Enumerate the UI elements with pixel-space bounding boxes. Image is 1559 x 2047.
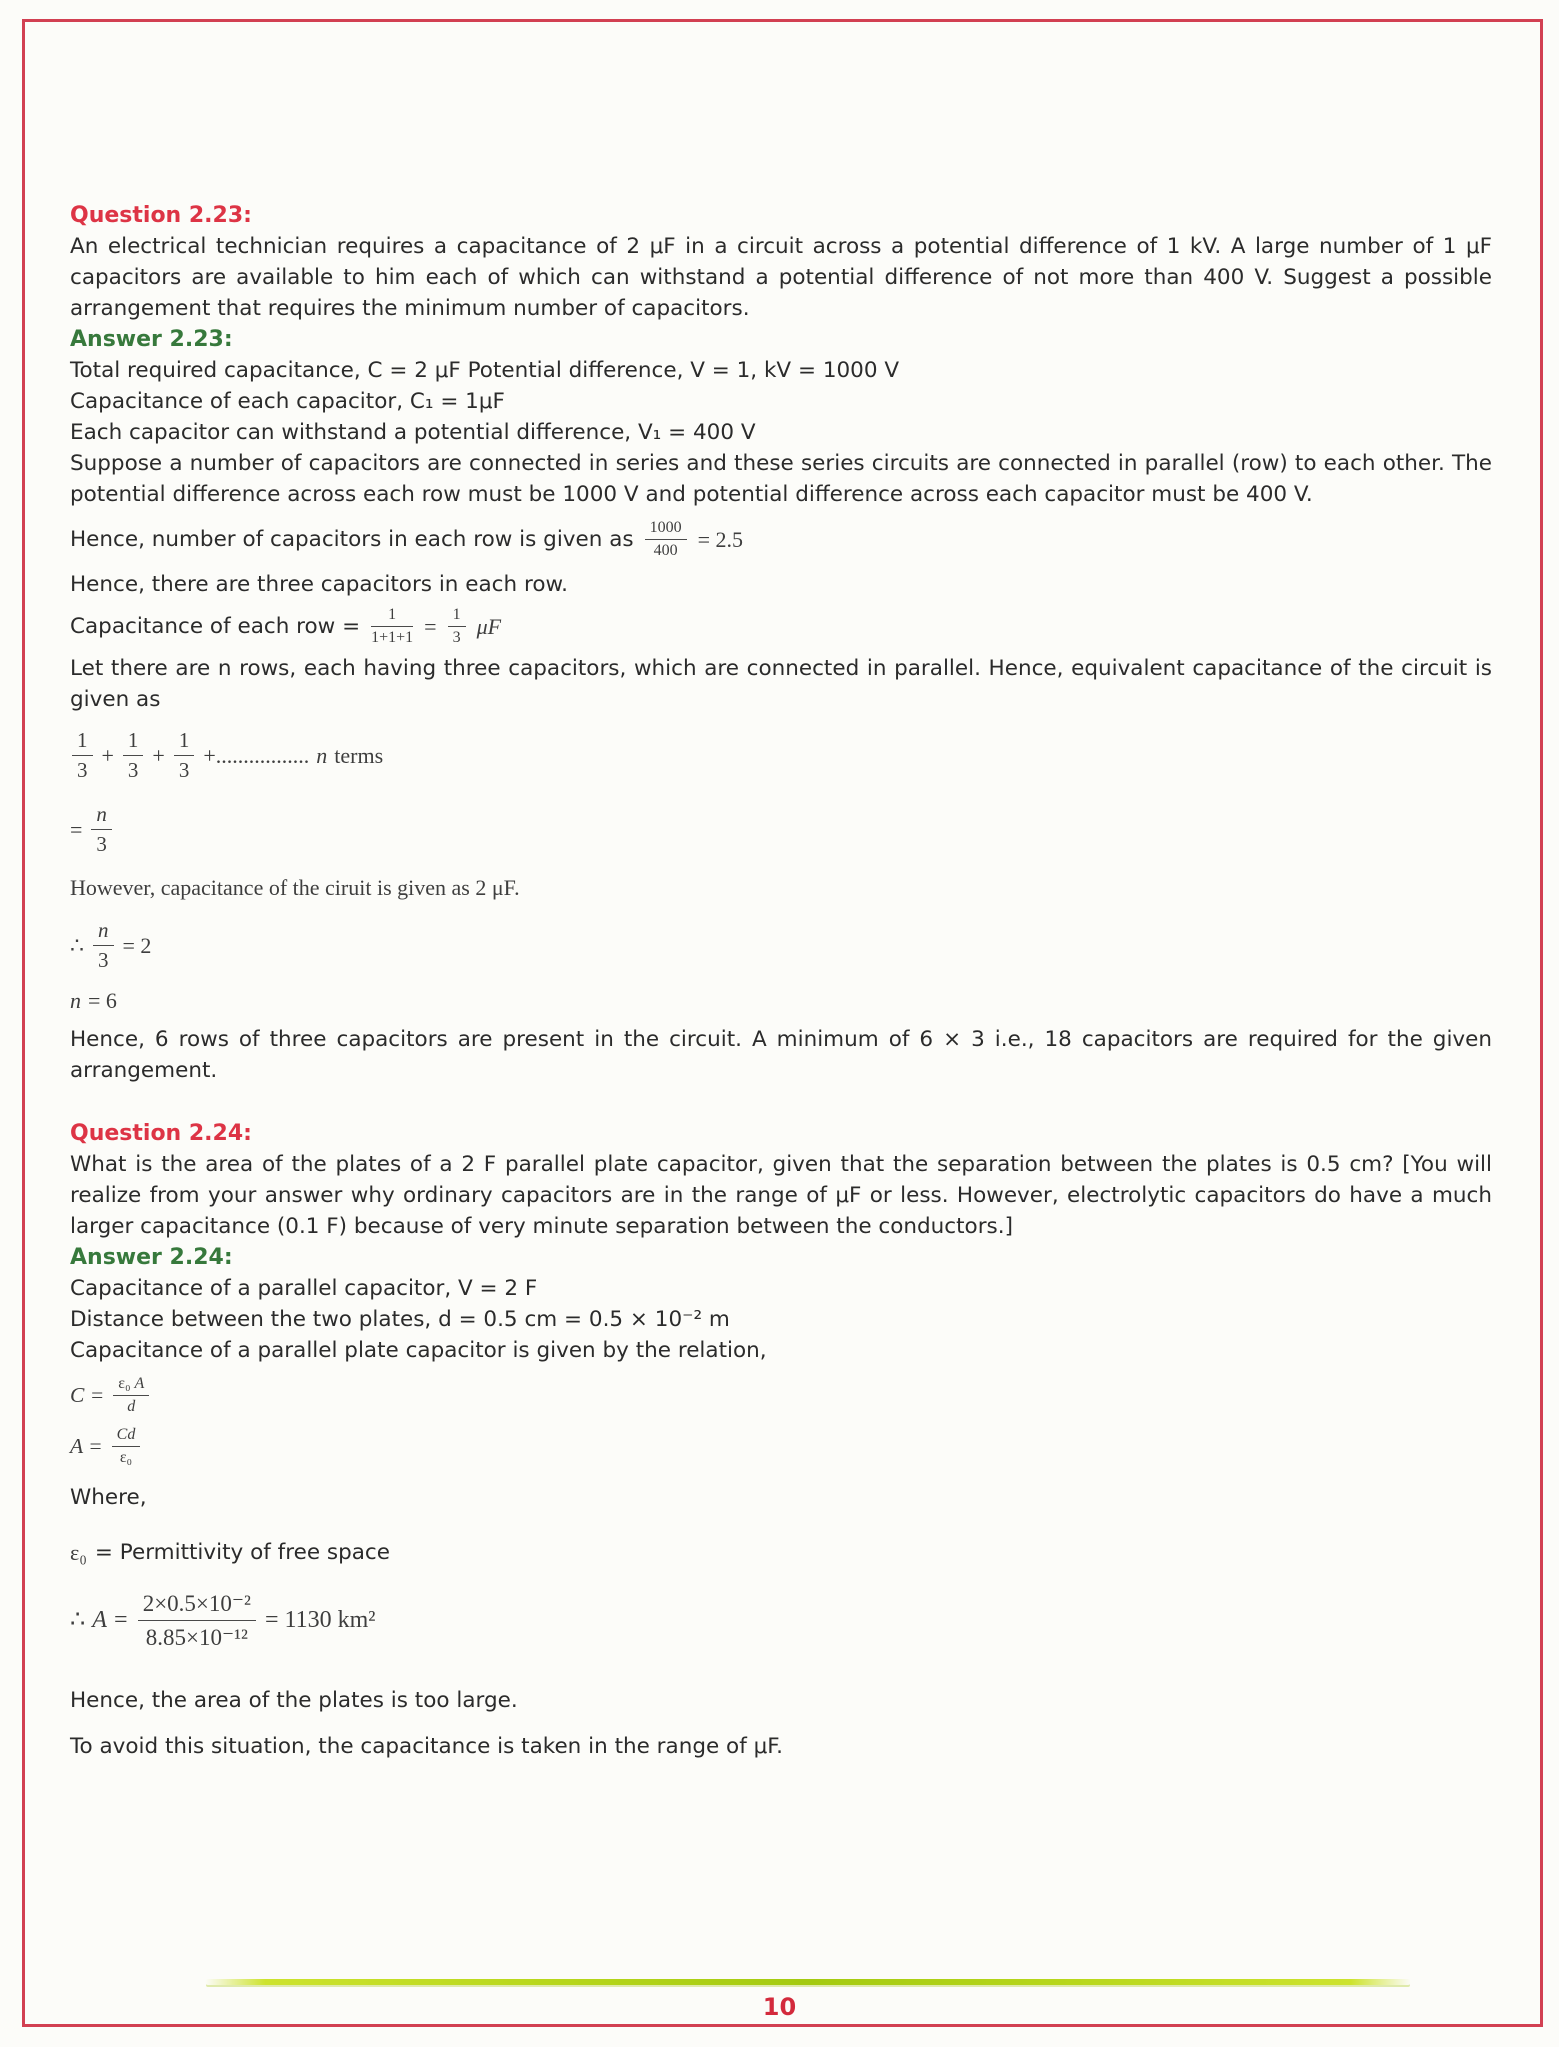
lhs-A-equals: A = bbox=[92, 1606, 129, 1633]
unit-microfarad: μF bbox=[476, 614, 502, 639]
definition-text: = Permittivity of free space bbox=[94, 1539, 390, 1565]
fraction-area-calculation: $\frac{\text{2×0.5×10⁻²}}{\text{8.85×10⁻¹²}}$ bbox=[138, 1588, 256, 1653]
definition-permittivity bbox=[70, 1537, 1492, 1568]
question-2-23-heading: Question 2.23: bbox=[70, 203, 252, 228]
answer-2-23-paragraph-let: Let there are n rows, each having three capacitors, which are connected in parallel. Hence, equivalent capacitance of the circuit is given as bbox=[70, 656, 1492, 712]
formula-prefix: Capacitance of each row = bbox=[70, 614, 361, 639]
formula-capacitance-relation bbox=[70, 1374, 1492, 1417]
equals-sign: = bbox=[70, 816, 83, 842]
fraction-1-3: $\frac{1}{3}$ bbox=[123, 727, 144, 785]
fraction-1-over-sum: $\frac{1}{1+1+1}$ bbox=[371, 606, 414, 646]
answer-2-23-conclusion: Hence, 6 rows of three capacitors are present in the circuit. A minimum of 6 × 3 i.e., 18 capacitors are required for the given arrangement. bbox=[70, 1026, 1492, 1083]
formula-series-sum bbox=[70, 727, 1492, 785]
lhs-A-equals: A = bbox=[70, 1433, 103, 1458]
formula-result: = 2 bbox=[122, 933, 152, 959]
formula-result: = 6 bbox=[88, 987, 117, 1013]
answer-2-23-line-withstand: Each capacitor can withstand a potential difference, V₁ = 400 V bbox=[70, 420, 756, 445]
plus-sign: + bbox=[101, 743, 114, 769]
plus-sign: + bbox=[152, 743, 165, 769]
formula-capacitors-per-row bbox=[70, 518, 1492, 561]
answer-2-24-line-where: Where, bbox=[70, 1484, 147, 1510]
answer-2-23-heading: Answer 2.23: bbox=[70, 327, 233, 352]
fraction-n-3: $\frac{n}{3}$ bbox=[93, 917, 114, 975]
question-2-24-heading: Question 2.24: bbox=[70, 1120, 252, 1146]
variable-n: n bbox=[316, 743, 328, 769]
fraction-1-3: $\frac{1}{3}$ bbox=[72, 727, 93, 785]
formula-row-capacitance bbox=[70, 605, 1492, 648]
epsilon-zero: ε₀ bbox=[70, 1539, 87, 1565]
answer-2-24-line-distance: Distance between the two plates, d = 0.5 cm = 0.5 × 10⁻² m bbox=[70, 1306, 730, 1332]
question-2-23-text: An electrical technician requires a capacitance of 2 μF in a circuit across a potential difference of 1 kV. A large number of 1 μF capacitors are available to him each of which can withstand a potential difference of not more than 400 V. Suggest a possible arrangement that requires the minimum number of capacitors. bbox=[70, 234, 1492, 321]
formula-therefore-n-3-equals-2 bbox=[70, 917, 1492, 975]
answer-2-24-line-capacitance: Capacitance of a parallel capacitor, V = 2 F bbox=[70, 1275, 538, 1301]
formula-area-result bbox=[70, 1588, 1492, 1653]
page-number: 10 bbox=[762, 1993, 797, 2021]
fraction-eps-A-over-d: $\frac{\text{ε₀ A}}{d}$ bbox=[113, 1374, 149, 1417]
answer-2-24-heading: Answer 2.24: bbox=[70, 1244, 233, 1270]
note-however: However, capacitance of the ciruit is given as 2 μF. bbox=[70, 875, 520, 901]
fraction-1-3: $\frac{1}{3}$ bbox=[174, 727, 195, 785]
formula-result: = 2.5 bbox=[697, 527, 744, 552]
formula-n-equals-6 bbox=[70, 985, 1492, 1016]
dots-ellipsis: +................. bbox=[203, 743, 310, 769]
therefore-symbol: ∴ bbox=[70, 933, 84, 959]
fraction-Cd-over-eps: $\frac{Cd}{\text{ε₀}}$ bbox=[112, 1425, 141, 1468]
formula-result: = 1130 km² bbox=[264, 1606, 376, 1633]
formula-equals-n-over-3 bbox=[70, 801, 1492, 859]
page-content bbox=[70, 200, 1492, 1762]
answer-2-24-line-relation: Capacitance of a parallel plate capacitor is given by the relation, bbox=[70, 1337, 767, 1363]
answer-2-23-line-total: Total required capacitance, C = 2 μF Potential difference, V = 1, kV = 1000 V bbox=[70, 358, 900, 383]
question-2-24-text: What is the area of the plates of a 2 F parallel plate capacitor, given that the separation between the plates is 0.5 cm? [You will realize from your answer why ordinary capacitors are in the range of μF or less. However, electrolytic capacitors do have a much larger capacitance (0.1 F) because of very minute separation between the conductors.] bbox=[70, 1151, 1492, 1239]
answer-2-24-conclusion-avoid: To avoid this situation, the capacitance is taken in the range of μF. bbox=[70, 1733, 784, 1759]
answer-2-23-line-each-capacitor: Capacitance of each capacitor, C₁ = 1μF bbox=[70, 389, 505, 414]
answer-2-23-paragraph-suppose: Suppose a number of capacitors are connected in series and these series circuits are connected in parallel (row) to each other. The potential difference across each row must be 1000 V and potential difference across each capacitor must be 400 V. bbox=[70, 451, 1492, 507]
footer-divider bbox=[205, 1979, 1411, 1985]
equals-sign: = bbox=[424, 614, 437, 639]
fraction-1000-400: $\frac{1000}{400}$ bbox=[645, 518, 687, 561]
terms-label: terms bbox=[334, 743, 384, 769]
fraction-n-3: $\frac{n}{3}$ bbox=[91, 801, 112, 859]
answer-2-23-line-three-capacitors: Hence, there are three capacitors in each row. bbox=[70, 572, 568, 597]
variable-A: A bbox=[134, 1374, 145, 1392]
fraction-1-3: $\frac{1}{3}$ bbox=[448, 605, 466, 648]
formula-prefix: Hence, number of capacitors in each row is given as bbox=[70, 527, 634, 552]
formula-area-relation bbox=[70, 1425, 1492, 1468]
lhs-C-equals: C = bbox=[70, 1382, 105, 1407]
epsilon-zero: ε₀ bbox=[118, 1374, 131, 1392]
answer-2-24-conclusion-large: Hence, the area of the plates is too large. bbox=[70, 1687, 518, 1713]
variable-n: n bbox=[70, 987, 81, 1013]
therefore-symbol: ∴ bbox=[70, 1606, 86, 1633]
